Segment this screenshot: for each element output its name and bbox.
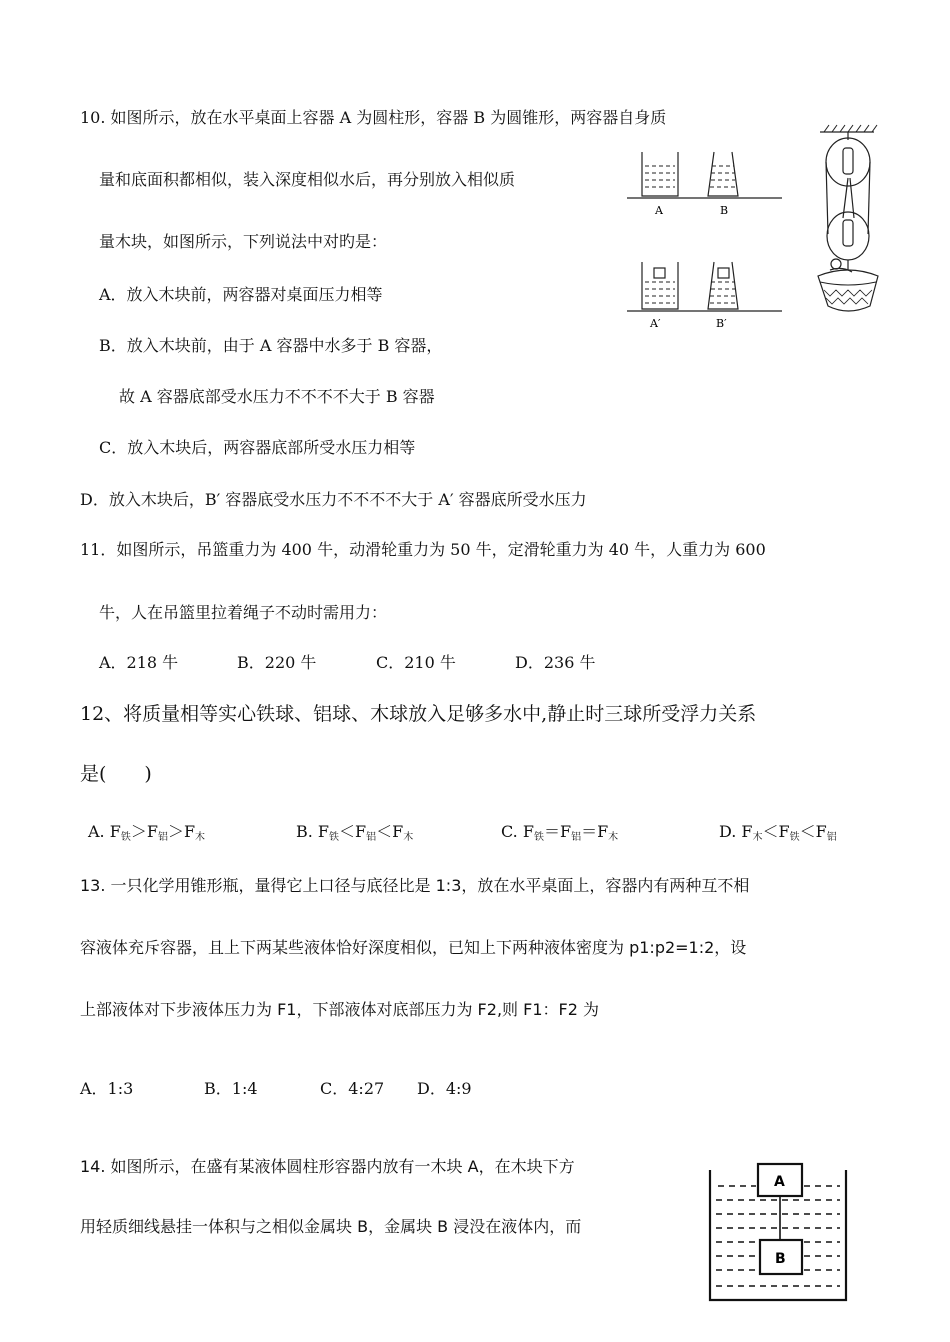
q10-line2: 量和底面积都相似，装入深度相似水后，再分别放入相似质 xyxy=(99,170,516,189)
q13-options xyxy=(80,1079,472,1099)
q11-options xyxy=(99,653,595,673)
q11-option-d: D．236 牛 xyxy=(515,653,596,672)
q10-line1: 10. 如图所示，放在水平桌面上容器 A 为圆柱形，容器 B 为圆锥形，两容器自身质 xyxy=(80,108,667,127)
q10-option-c: C．放入木块后，两容器底部所受水压力相等 xyxy=(99,438,416,457)
q13-line2: 容液体充斥容器，且上下两某些液体恰好深度相似，已知上下两种液体密度为 p1:p2=1:2，设 xyxy=(80,938,747,957)
q11-option-a: A．218 牛 xyxy=(99,653,179,672)
q12-option-a: A. $F_铁>F_铝>F_木$ xyxy=(88,822,206,843)
q11-line1: 11．如图所示，吊篮重力为 400 牛，动滑轮重力为 50 牛，定滑轮重力为 40 牛，人重力为 600 xyxy=(80,540,766,559)
q14-line1: 14. 如图所示，在盛有某液体圆柱形容器内放有一木块 A，在木块下方 xyxy=(80,1157,575,1176)
q10-line3: 量木块，如图所示，下列说法中对旳是： xyxy=(99,232,388,251)
block-label-b: B xyxy=(775,1251,786,1267)
q12-options xyxy=(88,822,837,848)
q13-line1: 13. 一只化学用锥形瓶，量得它上口径与底径比是 1:3，放在水平桌面上，容器内有两种互不相 xyxy=(80,876,750,895)
q13-option-b: B．1:4 xyxy=(204,1079,258,1098)
q14-line2: 用轻质细线悬挂一体积与之相似金属块 B，金属块 B 浸没在液体内，而 xyxy=(80,1217,582,1236)
pulley-basket-figure xyxy=(808,122,888,322)
q12-option-b: B. $F_铁<F_铝<F_木$ xyxy=(296,822,414,843)
q12-option-d: D. $F_木<F_铁<F_铝$ xyxy=(719,822,837,843)
q13-option-d: D．4:9 xyxy=(417,1079,472,1098)
q13-option-a: A．1:3 xyxy=(80,1079,134,1098)
q11-line2: 牛，人在吊篮里拉着绳子不动时需用力： xyxy=(99,603,388,622)
fig-label-b-prime: B′ xyxy=(716,317,727,330)
q10-option-a: A．放入木块前，两容器对桌面压力相等 xyxy=(99,285,383,304)
q10-option-b-line2: 故 A 容器底部受水压力不不不不大于 B 容器 xyxy=(119,387,435,406)
q11-option-c: C．210 牛 xyxy=(376,653,456,672)
fig-label-a-prime: A′ xyxy=(650,317,661,330)
blocks-figure xyxy=(704,1160,854,1308)
q13-option-c: C．4:27 xyxy=(320,1079,385,1098)
q12-option-c: C. $F_铁=F_铝=F_木$ xyxy=(501,822,619,843)
q12-line2: 是( ) xyxy=(80,763,152,785)
fig-label-b: B xyxy=(720,204,729,217)
q13-line3: 上部液体对下步液体压力为 F1，下部液体对底部压力为 F2,则 F1：F2 为 xyxy=(80,1000,599,1019)
q11-option-b: B．220 牛 xyxy=(237,653,317,672)
block-label-a: A xyxy=(774,1174,785,1190)
q10-option-d: D．放入木块后，B′ 容器底受水压力不不不不大于 A′ 容器底所受水压力 xyxy=(80,490,587,509)
fig-label-a: A xyxy=(655,204,663,217)
q10-option-b-line1: B．放入木块前，由于 A 容器中水多于 B 容器， xyxy=(99,336,443,355)
containers-figure xyxy=(622,140,787,335)
q12-line1: 12、将质量相等实心铁球、铝球、木球放入足够多水中,静止时三球所受浮力关系 xyxy=(80,703,757,725)
